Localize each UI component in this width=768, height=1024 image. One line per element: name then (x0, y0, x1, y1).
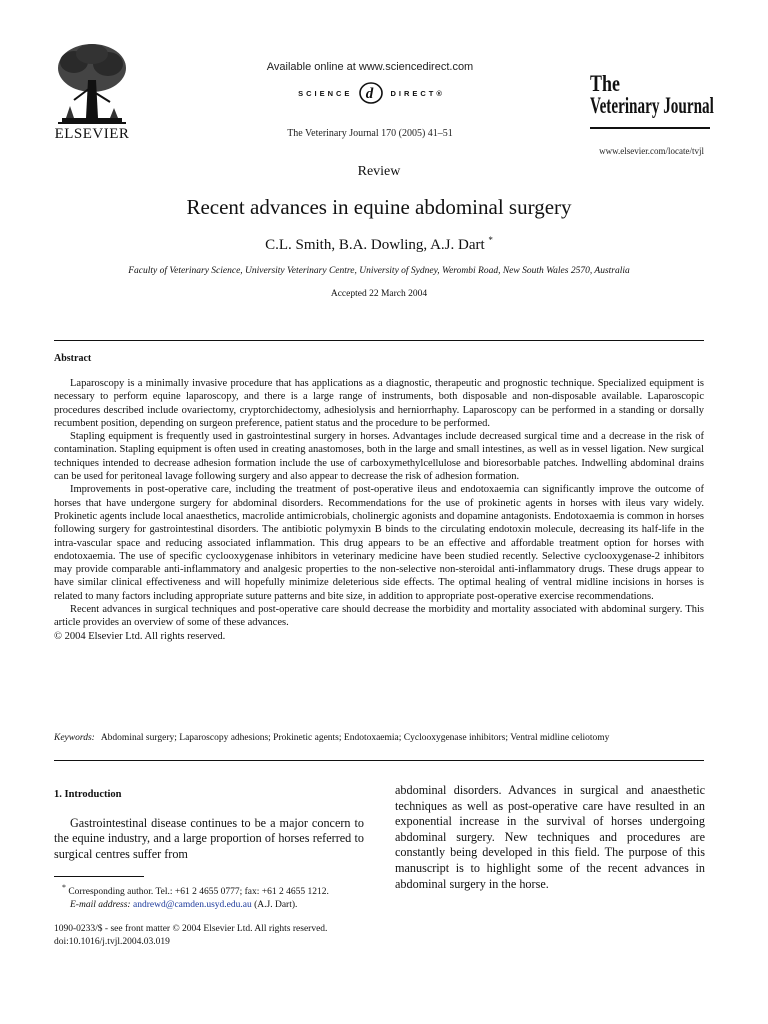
body-right-column (395, 783, 705, 892)
keywords-list: Abdominal surgery; Laparoscopy adhesions; Prokinetic agents; Endotoxaemia; Cyclooxygenase inhibitors; Ventral midline celiotomy (100, 733, 610, 743)
sciencedirect-at-icon (358, 81, 384, 105)
abstract-paragraph: Recent advances in surgical techniques and post-operative care should decrease the morbidity and mortality associated with abdominal surgery. This article provides an overview of some of these advances. (54, 604, 704, 629)
svg-text:d: d (366, 86, 377, 102)
journal-logo-line2: Veterinary Journal (590, 92, 714, 118)
abstract-heading: Abstract (54, 353, 92, 364)
abstract-bottom-rule (54, 760, 704, 761)
sciencedirect-left: SCIENCE (298, 88, 353, 98)
journal-logo (590, 71, 714, 118)
abstract-top-rule (54, 340, 704, 341)
body-left-column (54, 787, 364, 862)
sciencedirect-right: DIRECT (390, 88, 437, 98)
section-heading: 1. Introduction (54, 789, 122, 800)
abstract-paragraph: Improvements in post-operative care, including the treatment of post-operative ileus and endotoxaemia can significantly improve the outcome of horses that have undergone surgery for abdominal disorders. Recommendations for the use of prokinetic agents in horses with ileus vary widely. Prokinetic agents include local anaesthetics, macrolide antimicrobials, cholinergic agonists and dopamine antagonists. Endotoxaemia is common in horses following surgery for gastrointestinal disorders. The antibiotic polymyxin B binds to the circulating endotoxin molecule, decreasing its half-life in the intra-vascular space and reducing associated inflammation. This drug appears to be an effective and affordable treatment option for horses with endotoxaemia. The use of specific cyclooxygenase inhibitors in veterinary medicine have been studied recently. Selective cyclooxygenase-2 inhibitors may provide comparable anti-inflammatory and analgesic properties to the non-selective non-steroidal anti-inflammatory drugs. These drugs appear to have similar clinical effectiveness and will hopefully minimize deleterious side effects. The optimal healing of ventral midline incisions in horses is related to many factors including appropriate suture patterns and bite size, in addition to appropriate post-operative exercise recommendations. (54, 484, 704, 602)
sciencedirect-logo (220, 80, 520, 106)
footnote (54, 881, 374, 912)
footnote-mark: * (62, 883, 66, 892)
available-online-text: Available online at www.sciencedirect.com (266, 61, 474, 73)
author-list (0, 235, 758, 254)
sciencedirect-mark: ® (436, 88, 442, 98)
body-paragraph: abdominal disorders. Advances in surgical and anaesthetic techniques as well as post-operative care have resulted in an exponential increase in the survival of horses undergoing abdominal surgery. New techniques and procedures are constantly being developed in this field. The purpose of this manuscript is to highlight some of the recent advances in abdominal surgery in the horse. (395, 783, 705, 891)
journal-logo-line1: The (590, 71, 620, 96)
publisher-name: ELSEVIER (54, 126, 130, 142)
author-affiliation: Faculty of Veterinary Science, University Veterinary Centre, University of Sydney, Werombi Road, New South Wales 2570, Australia (128, 266, 630, 276)
article-title: Recent advances in equine abdominal surgery (186, 195, 572, 219)
email-suffix: (A.J. Dart). (254, 900, 298, 911)
footnote-contact: Corresponding author. Tel.: +61 2 4655 0777; fax: +61 2 4655 1212. (68, 887, 329, 898)
footnote-rule (54, 876, 144, 877)
article-type: Review (357, 164, 401, 179)
footnote-line (54, 881, 374, 899)
publication-info (54, 923, 394, 949)
journal-url-link[interactable]: www.elsevier.com/locate/tvjl (599, 146, 704, 156)
accepted-date: Accepted 22 March 2004 (330, 289, 428, 299)
abstract-paragraph: Stapling equipment is frequently used in gastrointestinal surgery in horses. Advantages include decreased surgical time and a decrease in the risk of contamination. Stapling equipment is often used in creating anastomoses, both in the large and small intestines, as well as in vessel ligation. New surgical techniques intended to decrease adhesion formation include the use of carboxymethylcellulose and bioresorbable patches. Indwelling abdominal drains can be used for peritoneal lavage following surgery and also appear to decrease the risk of adhesion formation. (54, 431, 704, 483)
front-matter-line: 1090-0233/$ - see front matter © 2004 Elsevier Ltd. All rights reserved. (54, 924, 328, 934)
footnote-email-line (54, 899, 374, 912)
keywords-label: Keywords: (54, 733, 95, 743)
abstract-paragraph: Laparoscopy is a minimally invasive procedure that has applications as a diagnostic, therapeutic and prognostic technique. Specialized equipment is necessary to perform equine laparoscopy, and there is a large range of instruments, both disposable and non-disposable available. Laparoscopic procedures described include ovariectomy, cryptorchidectomy, adhesiolysis and herniorrhaphy. Laparoscopy can be performed in a standing or dorsally recumbent position, depending on surgeon preference, patient status and the procedure to be performed. (54, 378, 704, 429)
journal-citation: The Veterinary Journal 170 (2005) 41–51 (287, 128, 453, 139)
keywords (54, 733, 714, 743)
author-names: C.L. Smith, B.A. Dowling, A.J. Dart (265, 237, 485, 253)
abstract-body (54, 377, 704, 643)
doi-line[interactable]: doi:10.1016/j.tvjl.2004.03.019 (54, 937, 170, 947)
journal-logo-rule (590, 127, 710, 129)
email-link[interactable]: andrewd@camden.usyd.edu.au (132, 900, 252, 911)
email-label: E-mail address: (70, 900, 131, 911)
corresponding-author-mark[interactable]: * (488, 235, 493, 245)
abstract-copyright: © 2004 Elsevier Ltd. All rights reserved. (54, 630, 226, 642)
body-paragraph: Gastrointestinal disease continues to be a major concern to the equine industry, and a large proportion of horses referred to surgical centres suffer from (54, 815, 364, 861)
